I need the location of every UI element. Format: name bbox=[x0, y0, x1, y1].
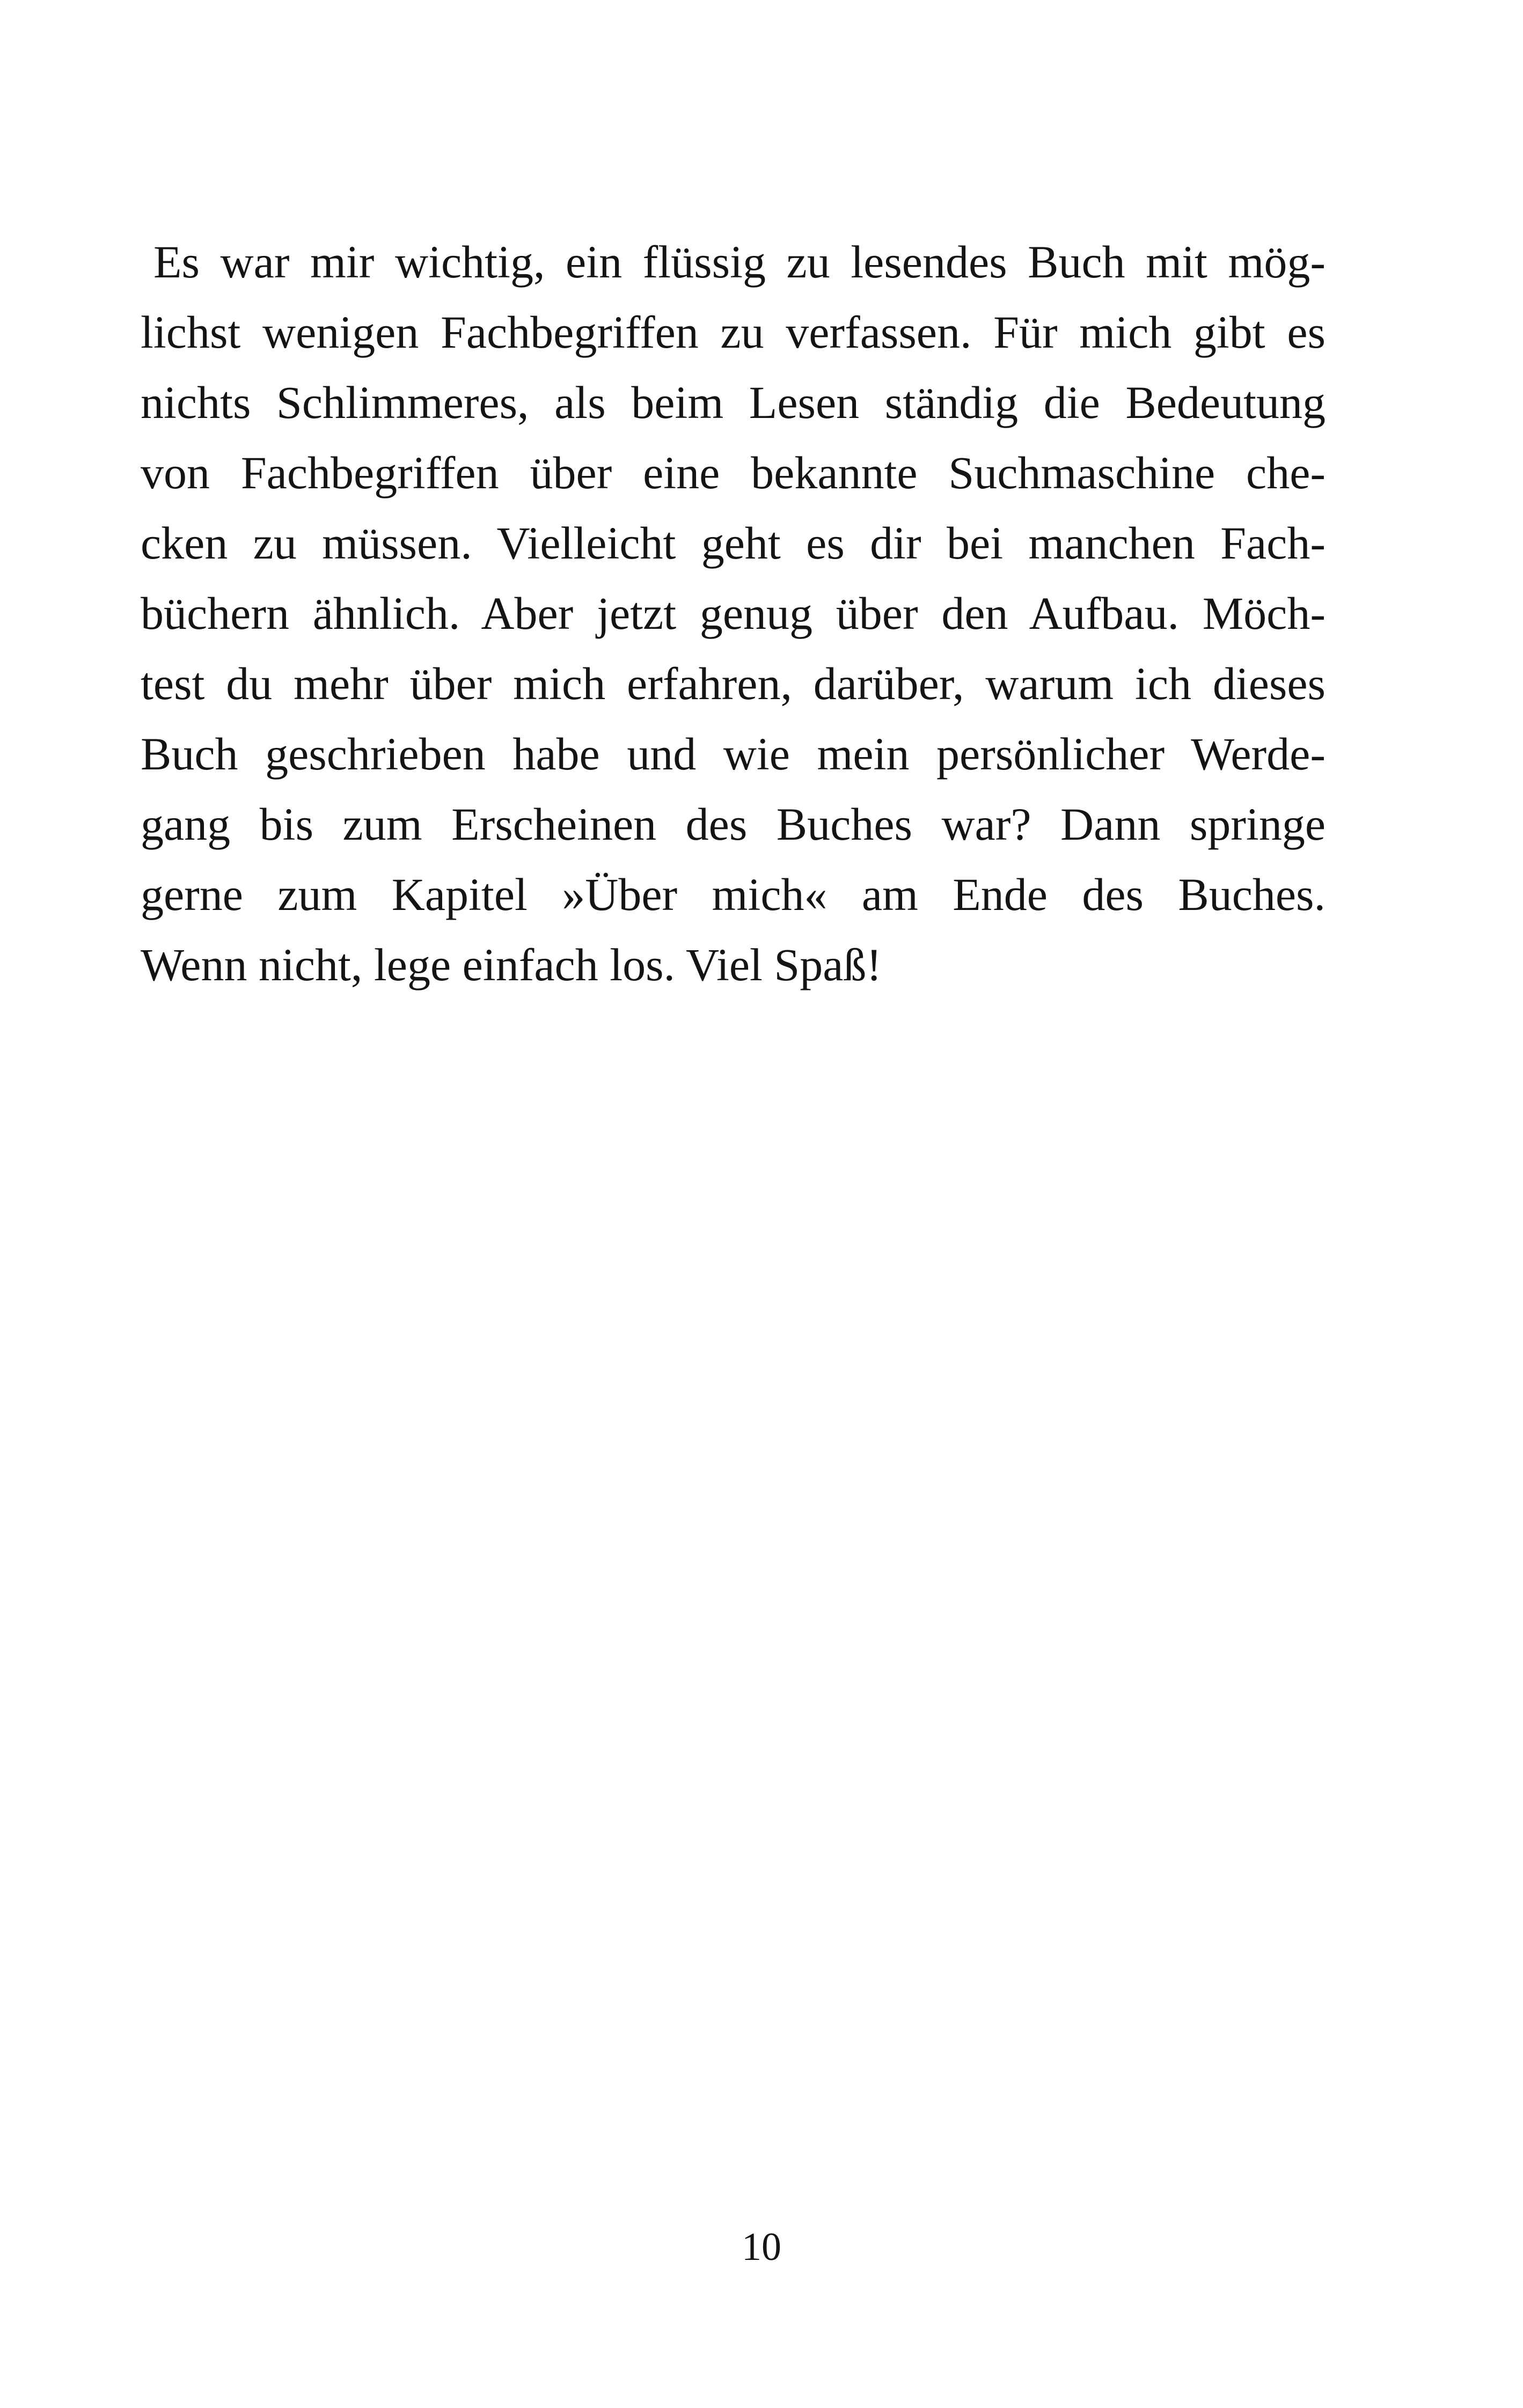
paragraph-line: cken zu müssen. Vielleicht geht es dir bei manchen Fach- bbox=[141, 517, 1326, 569]
paragraph-line: Es war mir wichtig, ein flüssig zu lesendes Buch mit mög- bbox=[153, 236, 1326, 288]
body-paragraph bbox=[141, 227, 1326, 1000]
paragraph-line: nichts Schlimmeres, als beim Lesen ständig die Bedeutung bbox=[141, 377, 1326, 428]
paragraph-line: Wenn nicht, lege einfach los. Viel Spaß! bbox=[141, 939, 882, 990]
paragraph-line: von Fachbegriffen über eine bekannte Suchmaschine che- bbox=[141, 447, 1326, 498]
paragraph-line: Buch geschrieben habe und wie mein persönlicher Werde- bbox=[141, 728, 1326, 780]
paragraph-line: test du mehr über mich erfahren, darüber, warum ich dieses bbox=[141, 658, 1326, 709]
paragraph-line: gerne zum Kapitel »Über mich« am Ende des Buches. bbox=[141, 869, 1326, 920]
paragraph-line: gang bis zum Erscheinen des Buches war? Dann springe bbox=[141, 798, 1326, 850]
paragraph-line: büchern ähnlich. Aber jetzt genug über den Aufbau. Möch- bbox=[141, 588, 1326, 639]
paragraph-line: lichst wenigen Fachbegriffen zu verfassen. Für mich gibt es bbox=[141, 306, 1326, 358]
page-number: 10 bbox=[742, 2225, 781, 2269]
